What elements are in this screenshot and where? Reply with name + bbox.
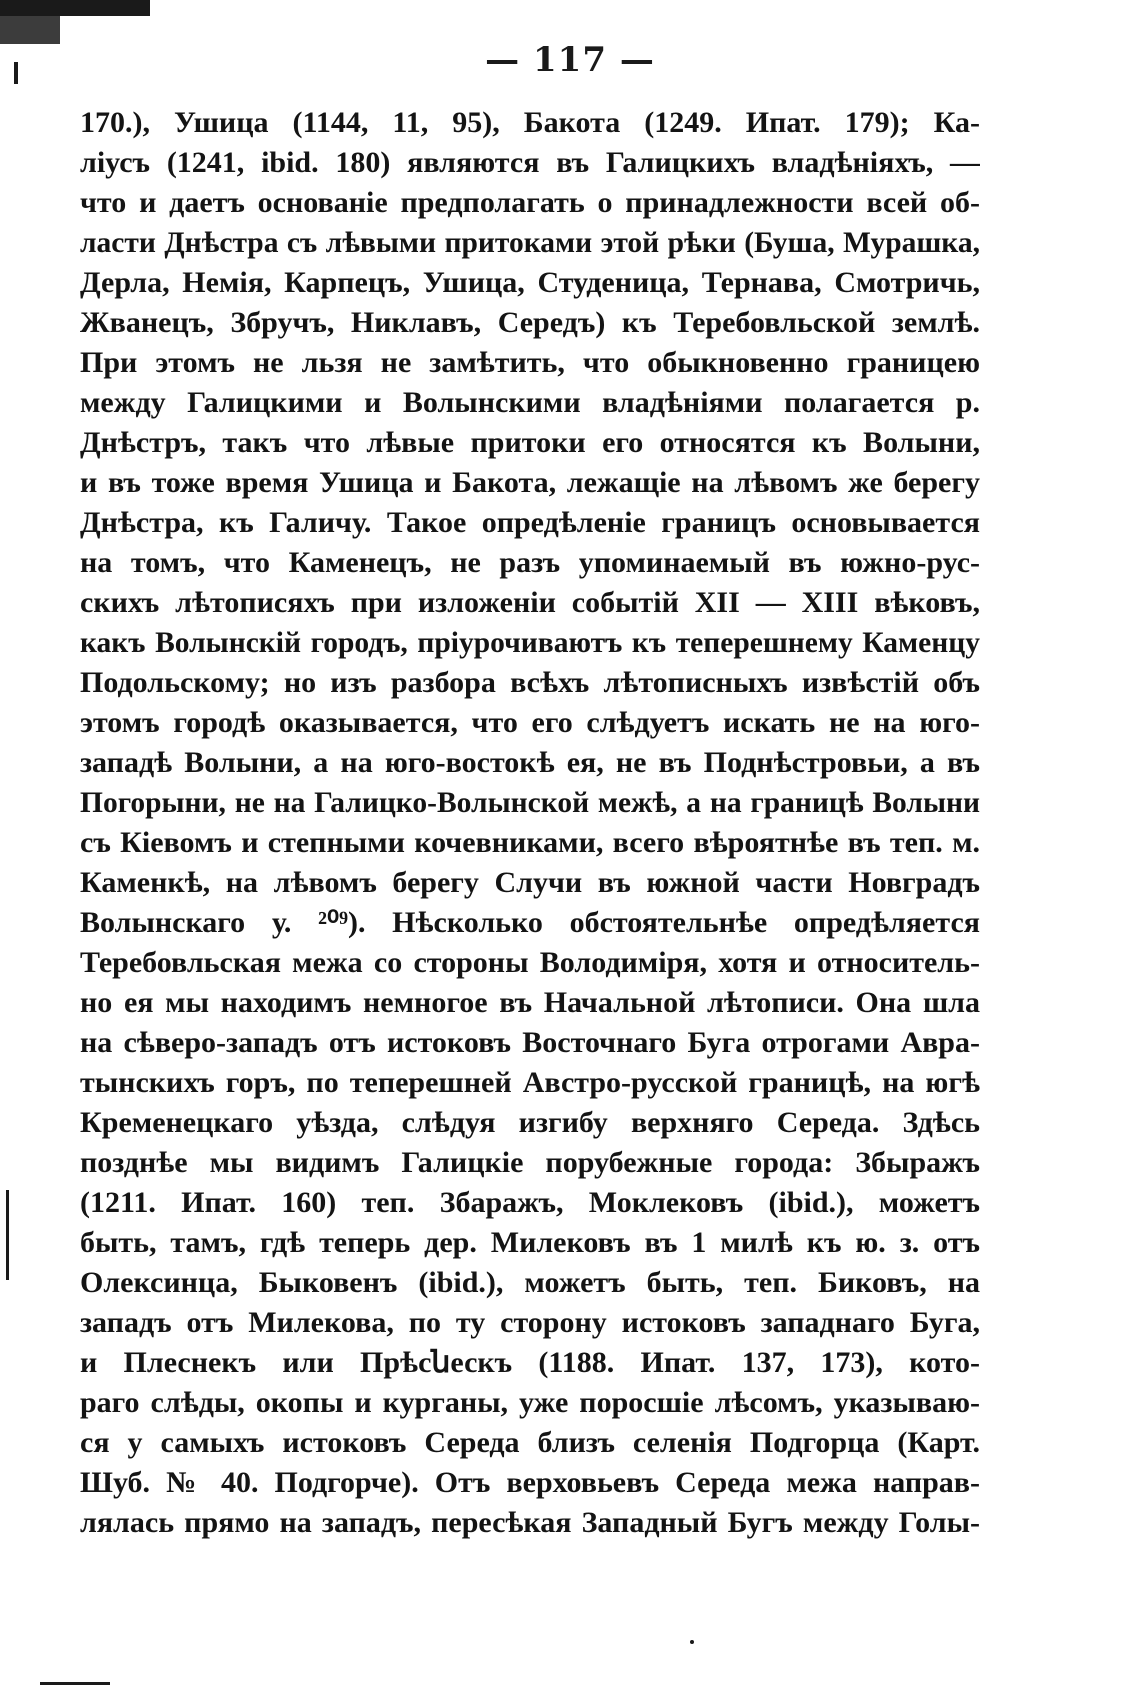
text-line: ліусъ (1241, ibid. 180) являются въ Галицкихъ владѣніяхъ, — xyxy=(80,146,980,179)
text-line: лялась прямо на западъ, пересѣкая Западный Бугъ между Голы- xyxy=(80,1506,980,1539)
text-line: какъ Волынскій городъ, пріурочиваютъ къ теперешнему Каменцу xyxy=(80,627,980,659)
text-line: ласти Днѣстра съ лѣвыми притоками этой рѣки (Буша, Мурашка, xyxy=(80,227,980,259)
text-line: на сѣверо-западъ отъ истоковъ Восточнаго Буга отрогами Авра- xyxy=(80,1026,980,1059)
text-line: этомъ городѣ оказывается, что его слѣдуетъ искать не на юго- xyxy=(80,706,980,739)
text-line: что и даетъ основаніе предполагать о принадлежности всей об- xyxy=(80,186,980,219)
text-line: на томъ, что Каменецъ, не разъ упоминаемый въ южно-рус- xyxy=(80,546,980,579)
text-line: Подольскому; но изъ разбора всѣхъ лѣтописныхъ извѣстій объ xyxy=(80,666,980,699)
text-line: между Галицкими и Волынскими владѣніями полагается р. xyxy=(80,386,980,419)
text-line: Дерла, Немія, Карпецъ, Ушица, Студеница, Тернава, Смотричь, xyxy=(80,266,980,299)
text-line: ся у самыхъ истоковъ Середа близъ селенія Подгорца (Карт. xyxy=(80,1426,980,1459)
text-line: и въ тоже время Ушица и Бакота, лежащіе на лѣвомъ же берегу xyxy=(80,466,980,499)
scan-artifact-left-margin-line xyxy=(6,1190,9,1280)
text-line: Каменкѣ, на лѣвомъ берегу Случи въ южной части Новградъ xyxy=(80,866,980,899)
text-line: Волынскаго у. ²⁰⁹). Нѣсколько обстоятельнѣе опредѣляется xyxy=(80,906,980,939)
text-line: Олексинца, Быковенъ (ibid.), можетъ быть, теп. Биковъ, на xyxy=(80,1266,980,1299)
text-line: Днѣстра, къ Галичу. Такое опредѣленіе границъ основывается xyxy=(80,506,980,539)
text-line: но ея мы находимъ немногое въ Начальной лѣтописи. Она шла xyxy=(80,986,980,1019)
page-number: — 117 — xyxy=(485,40,655,80)
text-line: раго слѣды, окопы и курганы, уже поросшіе лѣсомъ, указываю- xyxy=(80,1386,980,1419)
text-line: (1211. Ипат. 160) теп. Збаражъ, Моклековъ (ibid.), можетъ xyxy=(80,1186,980,1219)
scan-artifact-top-left xyxy=(0,0,150,16)
text-line: Шуб. № 40. Подгорче). Отъ верховьевъ Середа межа направ- xyxy=(80,1466,980,1499)
text-line: позднѣе мы видимъ Галицкіе порубежные города: Збыражъ xyxy=(80,1146,980,1179)
text-line: скихъ лѣтописяхъ при изложеніи событій XII — XIII вѣковъ, xyxy=(80,586,980,619)
text-line: Кременецкаго уѣзда, слѣдуя изгибу верхняго Середа. Здѣсь xyxy=(80,1106,980,1139)
text-line: Жванецъ, Збручъ, Никлавъ, Середъ) къ Теребовльской землѣ. xyxy=(80,306,980,339)
text-line: Погорыни, не на Галицко-Волынской межѣ, а на границѣ Волыни xyxy=(80,787,980,819)
text-line: тынскихъ горъ, по теперешней Австро-русской границѣ, на югѣ xyxy=(80,1066,980,1099)
text-line: западѣ Волыни, а на юго-востокѣ ея, не въ Поднѣстровьи, а въ xyxy=(80,746,980,779)
scan-artifact-bottom-left xyxy=(40,1682,110,1685)
text-line: Днѣстръ, такъ что лѣвые притоки его относятся къ Волыни, xyxy=(80,426,980,459)
text-line: Теребовльская межа со стороны Володиміря, хотя и относитель- xyxy=(80,946,980,979)
text-line: западъ отъ Милекова, по ту сторону истоковъ западнаго Буга, xyxy=(80,1306,980,1339)
scan-artifact-bottom-dot xyxy=(690,1640,694,1644)
text-line: съ Кіевомъ и степными кочевниками, всего вѣроятнѣе въ теп. м. xyxy=(80,826,980,859)
text-line: быть, тамъ, гдѣ теперь дер. Милековъ въ 1 милѣ къ ю. з. отъ xyxy=(80,1226,980,1259)
text-line: При этомъ не льзя не замѣтить, что обыкновенно границею xyxy=(80,346,980,379)
text-line: 170.), Ушица (1144, 11, 95), Бакота (1249. Ипат. 179); Ка- xyxy=(80,106,980,139)
text-line: и Плеснекъ или Прѣсնескъ (1188. Ипат. 137, 173), кото- xyxy=(80,1346,980,1379)
body-text xyxy=(80,103,980,1543)
